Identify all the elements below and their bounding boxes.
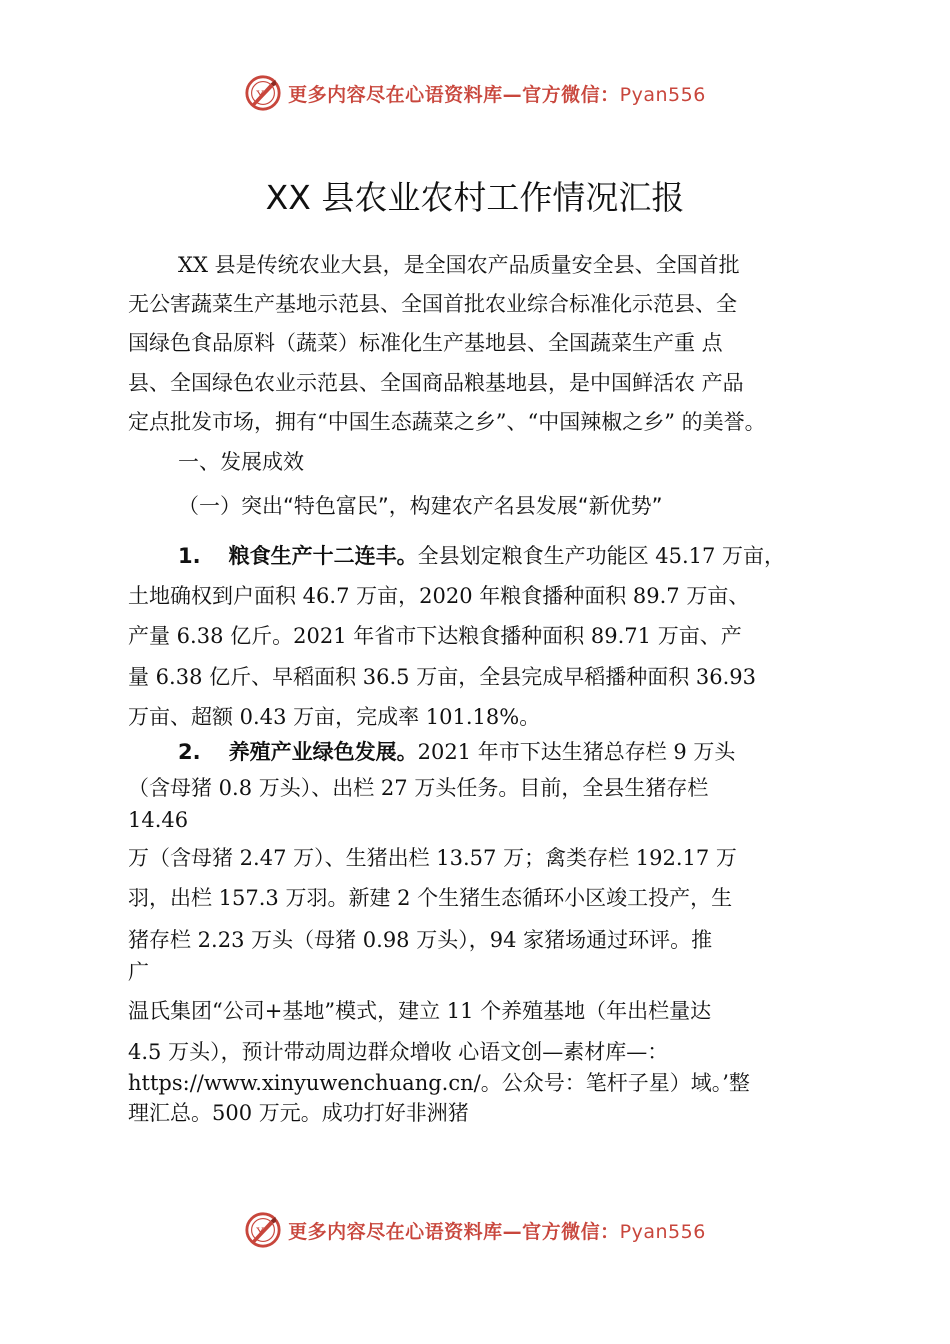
item1-text: 全县划定粮食生产功能区 45.17 万亩， bbox=[417, 544, 786, 568]
item2-first-line bbox=[178, 740, 735, 765]
item2-number: 2. bbox=[178, 740, 201, 764]
item1-line: 土地确权到户面积 46.7 万亩，2020 年粮食播种面积 89.7 万亩、 bbox=[128, 584, 750, 608]
item1-line: 量 6.38 亿斤、早稻面积 36.5 万亩，全县完成早稻播种面积 36.93 bbox=[128, 665, 757, 689]
watermark-handle: Pyan556 bbox=[619, 1220, 706, 1243]
seal-pen-icon bbox=[244, 1211, 282, 1249]
item2-line: 14.46 bbox=[128, 808, 189, 832]
item1-line: 产量 6.38 亿斤。2021 年省市下达粮食播种面积 89.71 万亩、产 bbox=[128, 624, 742, 648]
item1-line: 万亩、超额 0.43 万亩，完成率 101.18%。 bbox=[128, 705, 541, 729]
item2-text: 2021 年市下达生猪总存栏 9 万头 bbox=[417, 740, 736, 764]
subsection-heading: （一）突出“特色富民”，构建农产名县发展“新优势” bbox=[178, 494, 663, 518]
item2-line: 理汇总。500 万元。成功打好非洲猪 bbox=[128, 1101, 469, 1125]
item1-title: 粮食生产十二连丰。 bbox=[228, 544, 418, 568]
intro-line: 县、全国绿色农业示范县、全国商品粮基地县，是中国鲜活农 产品 bbox=[128, 371, 744, 395]
intro-line: XX 县是传统农业大县，是全国农产品质量安全县、全国首批 bbox=[178, 253, 740, 277]
item2-line: （含母猪 0.8 万头）、出栏 27 万头任务。目前，全县生猪存栏 bbox=[128, 776, 709, 800]
watermark-text bbox=[288, 80, 706, 107]
item1-first-line bbox=[178, 544, 785, 569]
item2-line: 4.5 万头），预计带动周边群众增收 心语文创—素材库—： bbox=[128, 1040, 669, 1064]
item2-line: 广 bbox=[128, 960, 149, 984]
intro-line: 定点批发市场，拥有“中国生态蔬菜之乡”、“中国辣椒之乡” 的美誉。 bbox=[128, 410, 766, 434]
item1-number: 1. bbox=[178, 544, 201, 568]
watermark-banner-top bbox=[0, 70, 950, 116]
intro-line: 国绿色食品原料（蔬菜）标准化生产基地县、全国蔬菜生产重 点 bbox=[128, 331, 723, 355]
svg-text:Y: Y bbox=[256, 87, 265, 102]
watermark-label: 更多内容尽在心语资料库—官方微信： bbox=[288, 1220, 620, 1243]
intro-line: 无公害蔬菜生产基地示范县、全国首批农业综合标准化示范县、全 bbox=[128, 292, 737, 316]
seal-pen-icon bbox=[244, 74, 282, 112]
watermark-label: 更多内容尽在心语资料库—官方微信： bbox=[288, 83, 620, 106]
item2-title: 养殖产业绿色发展。 bbox=[228, 740, 418, 764]
item2-line: 羽，出栏 157.3 万羽。新建 2 个生猪生态循环小区竣工投产，生 bbox=[128, 886, 733, 910]
svg-text:Y: Y bbox=[256, 1224, 265, 1239]
watermark-text bbox=[288, 1217, 706, 1244]
item2-line: 温氏集团“公司+基地”模式，建立 11 个养殖基地（年出栏量达 bbox=[128, 999, 712, 1023]
item2-line: https://www.xinyuwenchuang.cn/。公众号：笔杆子星）域。’整 bbox=[128, 1071, 750, 1095]
page-title: XX 县农业农村工作情况汇报 bbox=[265, 178, 685, 217]
item2-line: 万（含母猪 2.47 万）、生猪出栏 13.57 万；禽类存栏 192.17 万 bbox=[128, 846, 737, 870]
watermark-handle: Pyan556 bbox=[619, 83, 706, 106]
item2-line: 猪存栏 2.23 万头（母猪 0.98 万头），94 家猪场通过环评。推 bbox=[128, 928, 713, 952]
section-heading: 一、发展成效 bbox=[178, 450, 304, 474]
watermark-banner-bottom bbox=[0, 1207, 950, 1253]
